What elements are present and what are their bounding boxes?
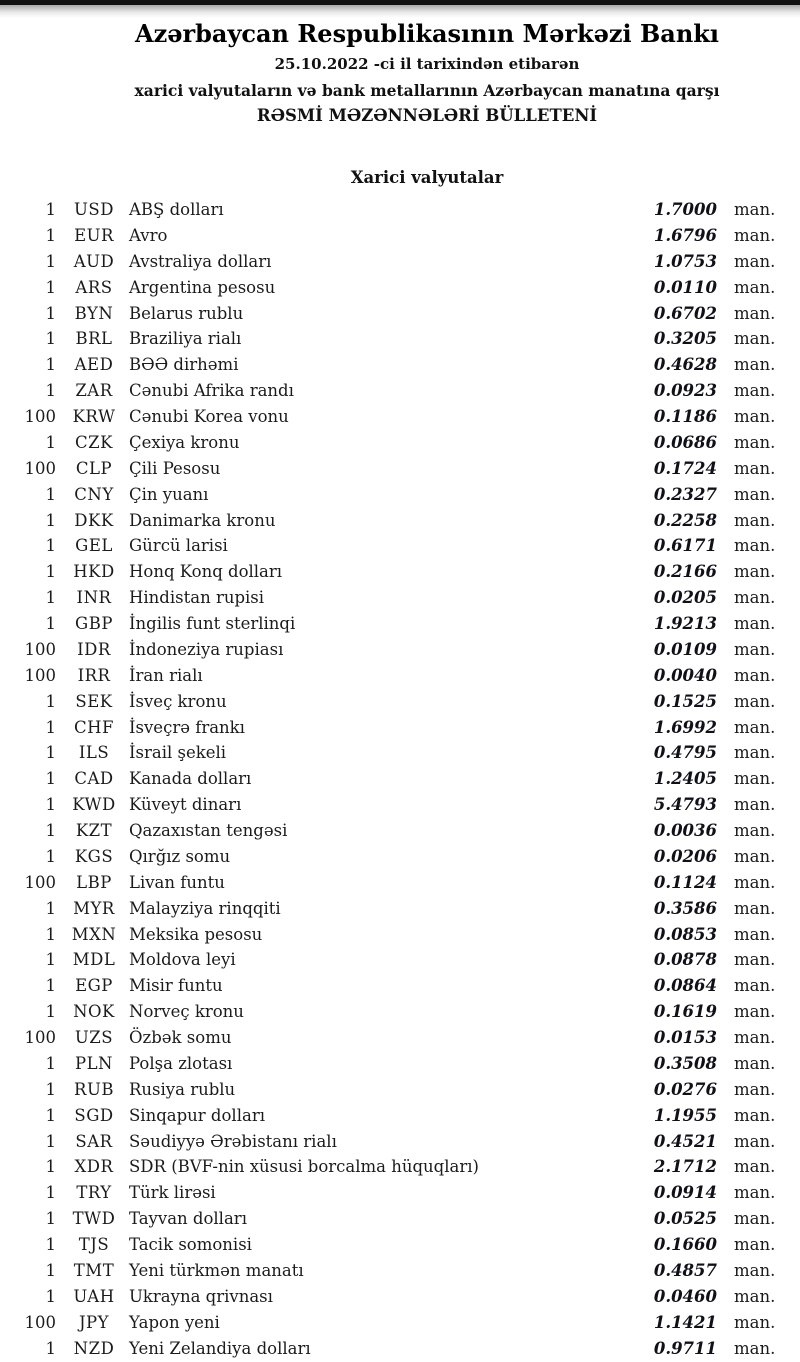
exchange-rate-row <box>0 1154 800 1180</box>
quantity-cell: 1 <box>45 536 56 556</box>
currency-name-cell: Ukrayna qrivnası <box>129 1286 273 1306</box>
currency-name-cell: İsveç kronu <box>129 691 227 711</box>
unit-label-cell: man. <box>734 872 776 892</box>
exchange-rate-row <box>0 1336 800 1362</box>
subtitle-line: xarici valyutaların və bank metallarının Azərbaycan manatına qarşı <box>134 81 720 100</box>
currency-code-cell: TMT <box>73 1260 115 1280</box>
unit-label-cell: man. <box>734 665 776 685</box>
currency-name-cell: Honq Konq dolları <box>129 562 283 582</box>
unit-label-cell: man. <box>734 588 776 608</box>
exchange-rate-row <box>0 689 800 715</box>
rate-value-cell: 0.0686 <box>653 432 717 452</box>
unit-label-cell: man. <box>734 381 776 401</box>
currency-code-cell: CZK <box>75 432 113 452</box>
exchange-rate-row <box>0 818 800 844</box>
exchange-rate-row <box>0 1103 800 1129</box>
currency-code-cell: CHF <box>74 717 114 737</box>
currency-code-cell: TWD <box>72 1209 116 1229</box>
bulletin-header <box>54 18 800 127</box>
currency-name-cell: Moldova leyi <box>129 950 236 970</box>
rate-value-cell: 1.7000 <box>653 200 717 219</box>
exchange-rate-row <box>0 378 800 404</box>
currency-name-cell: Belarus rublu <box>129 303 244 323</box>
currency-name-cell: Çin yuanı <box>129 484 209 504</box>
exchange-rate-row <box>0 663 800 689</box>
currency-name-cell: Malayziya rinqqiti <box>129 898 281 918</box>
unit-label-cell: man. <box>734 639 776 659</box>
currency-name-cell: İsveçrə frankı <box>129 717 245 737</box>
currency-code-cell: SEK <box>75 691 113 711</box>
rate-value-cell: 0.0923 <box>653 381 717 401</box>
currency-name-cell: Özbək somu <box>129 1028 232 1047</box>
unit-label-cell: man. <box>734 976 776 996</box>
rate-value-cell: 0.0110 <box>653 277 717 297</box>
unit-label-cell: man. <box>734 458 776 478</box>
quantity-cell: 100 <box>24 458 56 478</box>
quantity-cell: 1 <box>45 1260 56 1280</box>
rate-value-cell: 1.2405 <box>653 769 717 789</box>
quantity-cell: 1 <box>45 1002 56 1022</box>
quantity-cell: 1 <box>45 277 56 297</box>
exchange-rate-row <box>0 922 800 948</box>
rate-value-cell: 0.1186 <box>653 407 717 426</box>
unit-label-cell: man. <box>734 1235 776 1254</box>
quantity-cell: 1 <box>45 1235 56 1254</box>
rate-value-cell: 0.4795 <box>653 743 717 763</box>
rate-value-cell: 0.6702 <box>653 303 717 323</box>
rate-value-cell: 0.4857 <box>653 1260 717 1280</box>
exchange-rate-row <box>0 585 800 611</box>
currency-name-cell: Çili Pesosu <box>129 458 221 478</box>
currency-code-cell: MXN <box>71 924 117 944</box>
quantity-cell: 1 <box>45 717 56 737</box>
unit-label-cell: man. <box>734 303 776 323</box>
currency-name-cell: Argentina pesosu <box>129 277 276 297</box>
rate-value-cell: 0.0460 <box>653 1286 717 1306</box>
unit-label-cell: man. <box>734 277 776 297</box>
exchange-rate-row <box>0 301 800 327</box>
rate-value-cell: 0.1724 <box>653 458 717 478</box>
currency-name-cell: Küveyt dinarı <box>129 795 242 815</box>
currency-code-cell: SAR <box>75 1131 113 1151</box>
rate-value-cell: 1.9213 <box>653 614 717 633</box>
currency-name-cell: Danimarka kronu <box>129 510 276 530</box>
quantity-cell: 1 <box>45 562 56 582</box>
currency-code-cell: KGS <box>74 846 114 866</box>
quantity-cell: 1 <box>45 614 56 633</box>
quantity-cell: 100 <box>24 639 56 659</box>
currency-code-cell: KWD <box>72 795 116 815</box>
unit-label-cell: man. <box>734 950 776 970</box>
exchange-rate-row <box>0 326 800 352</box>
rate-value-cell: 0.0878 <box>653 950 717 970</box>
currency-code-cell: EUR <box>74 225 114 245</box>
currency-name-cell: SDR (BVF-nin xüsusi borcalma hüquqları) <box>129 1157 479 1177</box>
exchange-rate-row <box>0 197 800 223</box>
currency-code-cell: ARS <box>75 277 113 297</box>
quantity-cell: 1 <box>45 200 56 219</box>
currency-name-cell: Qırğız somu <box>129 846 231 866</box>
currency-name-cell: Yapon yeni <box>129 1312 220 1332</box>
currency-code-cell: UAH <box>73 1286 115 1306</box>
quantity-cell: 1 <box>45 924 56 944</box>
currency-code-cell: NZD <box>73 1338 115 1358</box>
exchange-rate-row <box>0 1129 800 1155</box>
currency-code-cell: BRL <box>75 329 113 349</box>
rate-value-cell: 0.2166 <box>653 562 717 582</box>
quantity-cell: 1 <box>45 1183 56 1203</box>
rate-value-cell: 0.0864 <box>653 976 717 996</box>
quantity-cell: 1 <box>45 821 56 840</box>
section-title-foreign-currencies: Xarici valyutalar <box>350 168 504 187</box>
currency-name-cell: Avstraliya dolları <box>129 251 272 271</box>
exchange-rate-row <box>0 1180 800 1206</box>
unit-label-cell: man. <box>734 251 776 271</box>
exchange-rate-row <box>0 1206 800 1232</box>
rate-value-cell: 0.3586 <box>653 898 717 918</box>
unit-label-cell: man. <box>734 1209 776 1229</box>
currency-code-cell: UZS <box>74 1028 114 1047</box>
currency-code-cell: TRY <box>76 1183 112 1203</box>
rate-value-cell: 0.4628 <box>653 355 717 375</box>
unit-label-cell: man. <box>734 691 776 711</box>
exchange-rate-row <box>0 508 800 534</box>
unit-label-cell: man. <box>734 1157 776 1177</box>
exchange-rates-table <box>0 197 800 1361</box>
exchange-rate-row <box>0 430 800 456</box>
rate-value-cell: 0.0206 <box>653 846 717 866</box>
bulletin-title: RƏSMİ MƏZƏNNƏLƏRİ BÜLLETENİ <box>256 106 598 125</box>
currency-name-cell: Braziliya rialı <box>129 329 242 349</box>
currency-name-cell: İngilis funt sterlinqi <box>129 614 296 633</box>
exchange-rate-row <box>0 1284 800 1310</box>
currency-code-cell: IRR <box>77 665 111 685</box>
unit-label-cell: man. <box>734 1028 776 1047</box>
currency-name-cell: Avro <box>129 225 168 245</box>
rate-value-cell: 0.1660 <box>653 1235 717 1254</box>
rate-value-cell: 0.1124 <box>653 872 717 892</box>
unit-label-cell: man. <box>734 821 776 840</box>
quantity-cell: 1 <box>45 251 56 271</box>
unit-label-cell: man. <box>734 1131 776 1151</box>
effective-date-line: 25.10.2022 -ci il tarixindən etibarən <box>274 55 580 73</box>
exchange-rate-row <box>0 611 800 637</box>
exchange-rate-row <box>0 533 800 559</box>
quantity-cell: 100 <box>24 872 56 892</box>
unit-label-cell: man. <box>734 1260 776 1280</box>
top-edge-shadow <box>0 5 800 18</box>
currency-code-cell: SGD <box>74 1105 114 1125</box>
rate-value-cell: 0.0525 <box>653 1209 717 1229</box>
quantity-cell: 1 <box>45 769 56 789</box>
exchange-rate-row <box>0 1025 800 1051</box>
currency-code-cell: CNY <box>74 484 114 504</box>
quantity-cell: 1 <box>45 484 56 504</box>
rate-value-cell: 0.0276 <box>653 1079 717 1099</box>
unit-label-cell: man. <box>734 432 776 452</box>
exchange-rate-row <box>0 275 800 301</box>
currency-name-cell: Tayvan dolları <box>129 1209 247 1229</box>
quantity-cell: 1 <box>45 1338 56 1358</box>
currency-name-cell: Cənubi Afrika randı <box>129 381 294 401</box>
quantity-cell: 100 <box>24 407 56 426</box>
currency-code-cell: USD <box>74 200 114 219</box>
exchange-rate-row <box>0 844 800 870</box>
quantity-cell: 1 <box>45 1209 56 1229</box>
currency-name-cell: Qazaxıstan tengəsi <box>129 821 288 840</box>
unit-label-cell: man. <box>734 1002 776 1022</box>
exchange-rate-row <box>0 456 800 482</box>
unit-label-cell: man. <box>734 614 776 633</box>
currency-code-cell: DKK <box>74 510 114 530</box>
quantity-cell: 1 <box>45 1079 56 1099</box>
currency-name-cell: Rusiya rublu <box>129 1079 236 1099</box>
exchange-rate-row <box>0 559 800 585</box>
rate-value-cell: 0.3205 <box>653 329 717 349</box>
rate-value-cell: 0.2327 <box>653 484 717 504</box>
currency-code-cell: MYR <box>73 898 115 918</box>
quantity-cell: 1 <box>45 588 56 608</box>
quantity-cell: 1 <box>45 743 56 763</box>
rate-value-cell: 0.9711 <box>653 1338 717 1358</box>
currency-code-cell: ZAR <box>75 381 113 401</box>
currency-code-cell: RUB <box>74 1079 114 1099</box>
currency-code-cell: CLP <box>75 458 113 478</box>
currency-name-cell: Yeni türkmən manatı <box>129 1260 304 1280</box>
bank-title: Azərbaycan Respublikasının Mərkəzi Bankı <box>134 19 720 48</box>
exchange-rate-row <box>0 1051 800 1077</box>
unit-label-cell: man. <box>734 484 776 504</box>
currency-code-cell: ILS <box>78 743 110 763</box>
exchange-rate-row <box>0 1258 800 1284</box>
currency-code-cell: GEL <box>75 536 113 556</box>
unit-label-cell: man. <box>734 924 776 944</box>
quantity-cell: 1 <box>45 1131 56 1151</box>
rate-value-cell: 0.1525 <box>653 691 717 711</box>
quantity-cell: 1 <box>45 795 56 815</box>
currency-code-cell: INR <box>76 588 112 608</box>
rate-value-cell: 1.0753 <box>653 251 717 271</box>
unit-label-cell: man. <box>734 329 776 349</box>
exchange-rate-row <box>0 223 800 249</box>
quantity-cell: 1 <box>45 355 56 375</box>
exchange-rate-row <box>0 870 800 896</box>
unit-label-cell: man. <box>734 1105 776 1125</box>
exchange-rate-row <box>0 766 800 792</box>
currency-name-cell: Yeni Zelandiya dolları <box>129 1338 311 1358</box>
quantity-cell: 1 <box>45 1053 56 1073</box>
currency-name-cell: Hindistan rupisi <box>129 588 265 608</box>
quantity-cell: 1 <box>45 225 56 245</box>
unit-label-cell: man. <box>734 407 776 426</box>
currency-name-cell: Gürcü larisi <box>129 536 228 556</box>
unit-label-cell: man. <box>734 743 776 763</box>
currency-code-cell: NOK <box>73 1002 115 1022</box>
quantity-cell: 1 <box>45 329 56 349</box>
currency-code-cell: XDR <box>74 1157 114 1177</box>
quantity-cell: 1 <box>45 1286 56 1306</box>
quantity-cell: 1 <box>45 846 56 866</box>
rate-value-cell: 0.0205 <box>653 588 717 608</box>
quantity-cell: 1 <box>45 510 56 530</box>
quantity-cell: 1 <box>45 432 56 452</box>
exchange-rate-row <box>0 792 800 818</box>
currency-code-cell: AED <box>74 355 114 375</box>
rate-value-cell: 1.1955 <box>653 1105 717 1125</box>
unit-label-cell: man. <box>734 562 776 582</box>
rate-value-cell: 1.6796 <box>653 225 717 245</box>
currency-name-cell: Polşa zlotası <box>129 1053 233 1073</box>
exchange-rate-row <box>0 1232 800 1258</box>
currency-code-cell: CAD <box>74 769 114 789</box>
exchange-rate-row <box>0 740 800 766</box>
unit-label-cell: man. <box>734 355 776 375</box>
currency-name-cell: Səudiyyə Ərəbistanı rialı <box>129 1131 337 1151</box>
currency-name-cell: Livan funtu <box>129 872 225 892</box>
currency-name-cell: İran rialı <box>129 665 203 685</box>
unit-label-cell: man. <box>734 536 776 556</box>
rate-value-cell: 0.6171 <box>653 536 717 556</box>
currency-name-cell: Tacik somonisi <box>129 1235 252 1254</box>
unit-label-cell: man. <box>734 225 776 245</box>
currency-name-cell: Sinqapur dolları <box>129 1105 265 1125</box>
currency-name-cell: İsrail şekeli <box>129 743 227 763</box>
quantity-cell: 1 <box>45 950 56 970</box>
rate-value-cell: 0.0036 <box>653 821 717 840</box>
unit-label-cell: man. <box>734 510 776 530</box>
currency-code-cell: PLN <box>75 1053 113 1073</box>
unit-label-cell: man. <box>734 1286 776 1306</box>
currency-code-cell: HKD <box>73 562 115 582</box>
unit-label-cell: man. <box>734 1053 776 1073</box>
quantity-cell: 1 <box>45 976 56 996</box>
currency-name-cell: Kanada dolları <box>129 769 252 789</box>
quantity-cell: 100 <box>24 1312 56 1332</box>
currency-code-cell: LBP <box>76 872 112 892</box>
currency-name-cell: Türk lirəsi <box>129 1183 216 1203</box>
quantity-cell: 1 <box>45 381 56 401</box>
currency-code-cell: MDL <box>72 950 116 970</box>
currency-name-cell: ABŞ dolları <box>129 200 224 219</box>
currency-name-cell: İndoneziya rupiası <box>129 639 284 659</box>
exchange-rate-row <box>0 947 800 973</box>
currency-code-cell: TJS <box>78 1235 110 1254</box>
rate-value-cell: 0.1619 <box>653 1002 717 1022</box>
rate-value-cell: 0.0040 <box>653 665 717 685</box>
exchange-rate-row <box>0 1077 800 1103</box>
unit-label-cell: man. <box>734 1183 776 1203</box>
currency-name-cell: Misir funtu <box>129 976 223 996</box>
exchange-rate-row <box>0 715 800 741</box>
currency-code-cell: JPY <box>78 1312 110 1332</box>
unit-label-cell: man. <box>734 1338 776 1358</box>
exchange-rate-row <box>0 352 800 378</box>
exchange-rate-row <box>0 637 800 663</box>
unit-label-cell: man. <box>734 795 776 815</box>
rate-value-cell: 2.1712 <box>653 1157 717 1177</box>
currency-name-cell: BƏƏ dirhəmi <box>129 355 239 375</box>
quantity-cell: 1 <box>45 1157 56 1177</box>
quantity-cell: 100 <box>24 665 56 685</box>
exchange-rate-row <box>0 1310 800 1336</box>
rate-value-cell: 0.0853 <box>653 924 717 944</box>
currency-name-cell: Meksika pesosu <box>129 924 263 944</box>
rate-value-cell: 0.2258 <box>653 510 717 530</box>
exchange-rate-row <box>0 973 800 999</box>
currency-code-cell: KRW <box>72 407 116 426</box>
rate-value-cell: 0.0109 <box>653 639 717 659</box>
currency-name-cell: Norveç kronu <box>129 1002 244 1022</box>
unit-label-cell: man. <box>734 898 776 918</box>
unit-label-cell: man. <box>734 846 776 866</box>
currency-code-cell: KZT <box>75 821 113 840</box>
unit-label-cell: man. <box>734 1312 776 1332</box>
rate-value-cell: 0.4521 <box>653 1131 717 1151</box>
quantity-cell: 1 <box>45 691 56 711</box>
exchange-rate-row <box>0 482 800 508</box>
quantity-cell: 1 <box>45 303 56 323</box>
unit-label-cell: man. <box>734 200 776 219</box>
currency-name-cell: Cənubi Korea vonu <box>129 407 289 426</box>
rate-value-cell: 1.6992 <box>653 717 717 737</box>
quantity-cell: 1 <box>45 898 56 918</box>
exchange-rate-row <box>0 249 800 275</box>
currency-code-cell: BYN <box>74 303 114 323</box>
currency-code-cell: GBP <box>75 614 113 633</box>
unit-label-cell: man. <box>734 1079 776 1099</box>
unit-label-cell: man. <box>734 717 776 737</box>
currency-code-cell: EGP <box>75 976 113 996</box>
currency-code-cell: AUD <box>73 251 115 271</box>
rate-value-cell: 0.0153 <box>653 1028 717 1047</box>
rate-value-cell: 0.0914 <box>653 1183 717 1203</box>
exchange-rate-row <box>0 896 800 922</box>
exchange-rate-row <box>0 404 800 430</box>
rate-value-cell: 1.1421 <box>653 1312 717 1332</box>
quantity-cell: 1 <box>45 1105 56 1125</box>
quantity-cell: 100 <box>24 1028 56 1047</box>
currency-code-cell: IDR <box>77 639 111 659</box>
rate-value-cell: 5.4793 <box>653 795 717 815</box>
rate-value-cell: 0.3508 <box>653 1053 717 1073</box>
unit-label-cell: man. <box>734 769 776 789</box>
currency-name-cell: Çexiya kronu <box>129 432 240 452</box>
exchange-rate-row <box>0 999 800 1025</box>
